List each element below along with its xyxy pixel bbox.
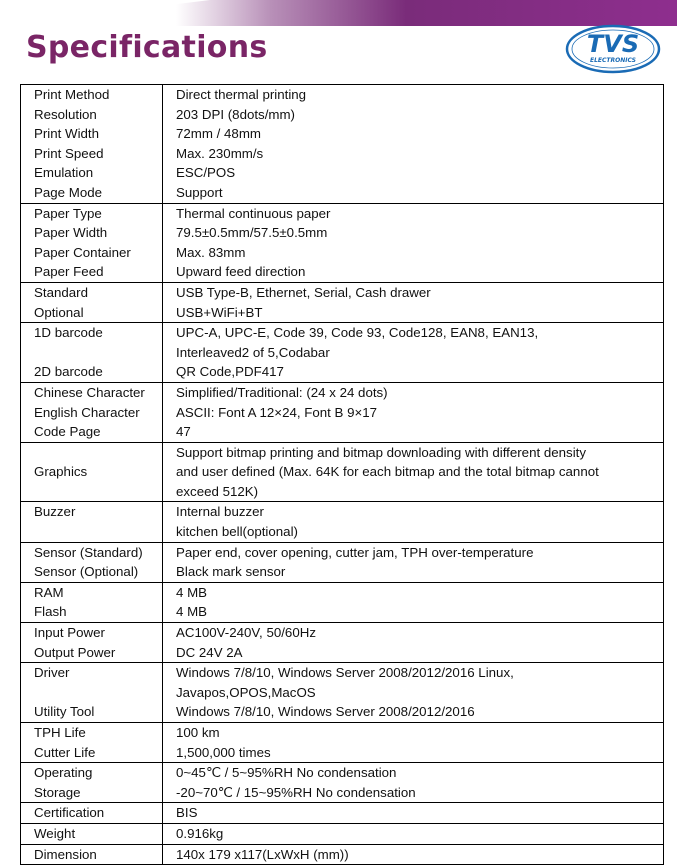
spec-value-cell xyxy=(163,542,664,582)
spec-label-cell xyxy=(21,203,163,282)
spec-value-cell xyxy=(163,844,664,865)
spec-value-cell xyxy=(163,582,664,622)
spec-label: Paper Type xyxy=(34,205,102,221)
spec-label xyxy=(34,683,162,703)
spec-label: Buzzer xyxy=(34,504,76,520)
spec-label: Code Page xyxy=(34,424,101,440)
spec-row xyxy=(21,542,664,582)
spec-row xyxy=(21,723,664,763)
spec-label: Dimension xyxy=(34,846,97,862)
spec-label-cell xyxy=(21,763,163,803)
spec-label: Print Method xyxy=(34,87,110,102)
spec-value-cell xyxy=(163,323,664,383)
spec-label: Utility Tool xyxy=(34,704,95,720)
logo-brand-text: TVS xyxy=(586,30,640,58)
spec-label-cell xyxy=(21,542,163,582)
spec-label: Optional xyxy=(34,304,84,320)
spec-value: Paper end, cover opening, cutter jam, TPH over-temperature xyxy=(176,544,534,560)
spec-row xyxy=(21,502,664,542)
spec-row xyxy=(21,663,664,723)
spec-row xyxy=(21,382,664,442)
page-title: Specifications xyxy=(26,30,268,65)
spec-label-cell xyxy=(21,502,163,542)
spec-value: Windows 7/8/10, Windows Server 2008/2012/2016 Linux, xyxy=(176,665,514,681)
spec-value: Upward feed direction xyxy=(176,264,306,280)
spec-value: USB+WiFi+BT xyxy=(176,304,263,320)
spec-label: Page Mode xyxy=(34,184,103,200)
spec-value: Simplified/Traditional: (24 x 24 dots) xyxy=(176,384,388,400)
header-banner-wedge xyxy=(0,0,210,26)
spec-row xyxy=(21,803,664,824)
spec-label: TPH Life xyxy=(34,725,86,740)
spec-label: Chinese Character xyxy=(34,384,145,400)
spec-value-cell xyxy=(163,203,664,282)
spec-label: Resolution xyxy=(34,106,97,122)
spec-label: Output Power xyxy=(34,644,116,660)
spec-label-cell xyxy=(21,823,163,844)
spec-value-cell xyxy=(163,763,664,803)
spec-label: Weight xyxy=(34,825,76,841)
spec-value: Direct thermal printing xyxy=(176,87,307,102)
spec-value: Max. 230mm/s xyxy=(176,145,264,161)
spec-value: BIS xyxy=(176,805,198,821)
spec-value: 1,500,000 times xyxy=(176,744,271,760)
spec-row xyxy=(21,203,664,282)
spec-value: Interleaved2 of 5,Codabar xyxy=(176,344,330,360)
spec-value-cell xyxy=(163,823,664,844)
spec-label: Flash xyxy=(34,604,67,620)
spec-value: UPC-A, UPC-E, Code 39, Code 93, Code128, EAN8, EAN13, xyxy=(176,325,539,341)
tvs-electronics-logo xyxy=(565,24,661,74)
spec-row xyxy=(21,442,664,502)
spec-value-cell xyxy=(163,663,664,723)
spec-value: 0~45℃ / 5~95%RH No condensation xyxy=(176,765,397,781)
spec-label-cell xyxy=(21,582,163,622)
spec-label: Graphics xyxy=(34,464,88,480)
spec-label-cell xyxy=(21,323,163,383)
spec-label-cell xyxy=(21,803,163,824)
spec-value: exceed 512K) xyxy=(176,483,259,499)
spec-value: 79.5±0.5mm/57.5±0.5mm xyxy=(176,225,328,241)
specifications-table xyxy=(20,84,664,865)
spec-label: Input Power xyxy=(34,625,105,641)
spec-label: Paper Width xyxy=(34,225,108,241)
spec-label: Standard xyxy=(34,284,88,300)
spec-value: -20~70℃ / 15~95%RH No condensation xyxy=(176,784,416,800)
spec-label-cell xyxy=(21,623,163,663)
spec-label-cell xyxy=(21,382,163,442)
spec-value: Support xyxy=(176,184,223,200)
spec-value: 4 MB xyxy=(176,584,208,600)
spec-value: ASCII: Font A 12×24, Font B 9×17 xyxy=(176,404,378,420)
spec-label-cell xyxy=(21,723,163,763)
spec-label: Sensor (Standard) xyxy=(34,544,143,560)
spec-value: Max. 83mm xyxy=(176,244,246,260)
spec-label: Storage xyxy=(34,784,81,800)
spec-value: ESC/POS xyxy=(176,165,236,181)
spec-value-cell xyxy=(163,382,664,442)
spec-label: Sensor (Optional) xyxy=(34,564,139,580)
spec-label: English Character xyxy=(34,404,140,420)
spec-value: 203 DPI (8dots/mm) xyxy=(176,106,295,122)
spec-value-cell xyxy=(163,282,664,322)
spec-label: 2D barcode xyxy=(34,364,103,380)
spec-value: 4 MB xyxy=(176,604,208,620)
spec-label: Print Speed xyxy=(34,145,104,161)
spec-label-cell xyxy=(21,844,163,865)
spec-label: Operating xyxy=(34,765,93,781)
spec-value: Javapos,OPOS,MacOS xyxy=(176,684,316,700)
spec-value: AC100V-240V, 50/60Hz xyxy=(176,625,316,641)
spec-label: Emulation xyxy=(34,165,94,181)
spec-value-cell xyxy=(163,502,664,542)
spec-label: Paper Container xyxy=(34,244,131,260)
spec-row xyxy=(21,323,664,383)
spec-value: Internal buzzer xyxy=(176,504,264,520)
spec-label: Print Width xyxy=(34,126,100,142)
spec-value: 140x 179 x117(LxWxH (mm)) xyxy=(176,846,349,862)
spec-label-cell xyxy=(21,663,163,723)
spec-row xyxy=(21,582,664,622)
spec-value: 72mm / 48mm xyxy=(176,126,261,142)
spec-row xyxy=(21,844,664,865)
spec-value: 0.916kg xyxy=(176,825,224,841)
spec-value-cell xyxy=(163,85,664,204)
spec-value-cell xyxy=(163,803,664,824)
spec-value: Thermal continuous paper xyxy=(176,205,331,221)
spec-label-cell xyxy=(21,442,163,502)
logo-sub-text: ELECTRONICS xyxy=(589,57,637,64)
spec-row xyxy=(21,763,664,803)
spec-label: Driver xyxy=(34,665,70,681)
spec-value: USB Type-B, Ethernet, Serial, Cash drawer xyxy=(176,284,431,300)
spec-value: Windows 7/8/10, Windows Server 2008/2012/2016 xyxy=(176,704,475,720)
spec-value: kitchen bell(optional) xyxy=(176,524,298,540)
spec-row xyxy=(21,282,664,322)
spec-label-cell xyxy=(21,85,163,204)
spec-value: 47 xyxy=(176,424,191,440)
spec-row xyxy=(21,823,664,844)
spec-label: Paper Feed xyxy=(34,264,104,280)
spec-label: Certification xyxy=(34,805,105,821)
spec-row xyxy=(21,623,664,663)
spec-row xyxy=(21,85,664,204)
spec-value-cell xyxy=(163,442,664,502)
spec-value: 100 km xyxy=(176,725,220,740)
spec-label: Cutter Life xyxy=(34,744,96,760)
spec-value: QR Code,PDF417 xyxy=(176,364,284,380)
spec-label: RAM xyxy=(34,584,64,600)
spec-label xyxy=(34,343,162,363)
spec-label-cell xyxy=(21,282,163,322)
spec-value: Support bitmap printing and bitmap downloading with different density xyxy=(176,444,586,460)
spec-value-cell xyxy=(163,723,664,763)
spec-value-cell xyxy=(163,623,664,663)
spec-value: DC 24V 2A xyxy=(176,644,243,660)
spec-value: and user defined (Max. 64K for each bitmap and the total bitmap cannot xyxy=(176,464,599,480)
spec-label: 1D barcode xyxy=(34,325,103,341)
spec-value: Black mark sensor xyxy=(176,564,286,580)
